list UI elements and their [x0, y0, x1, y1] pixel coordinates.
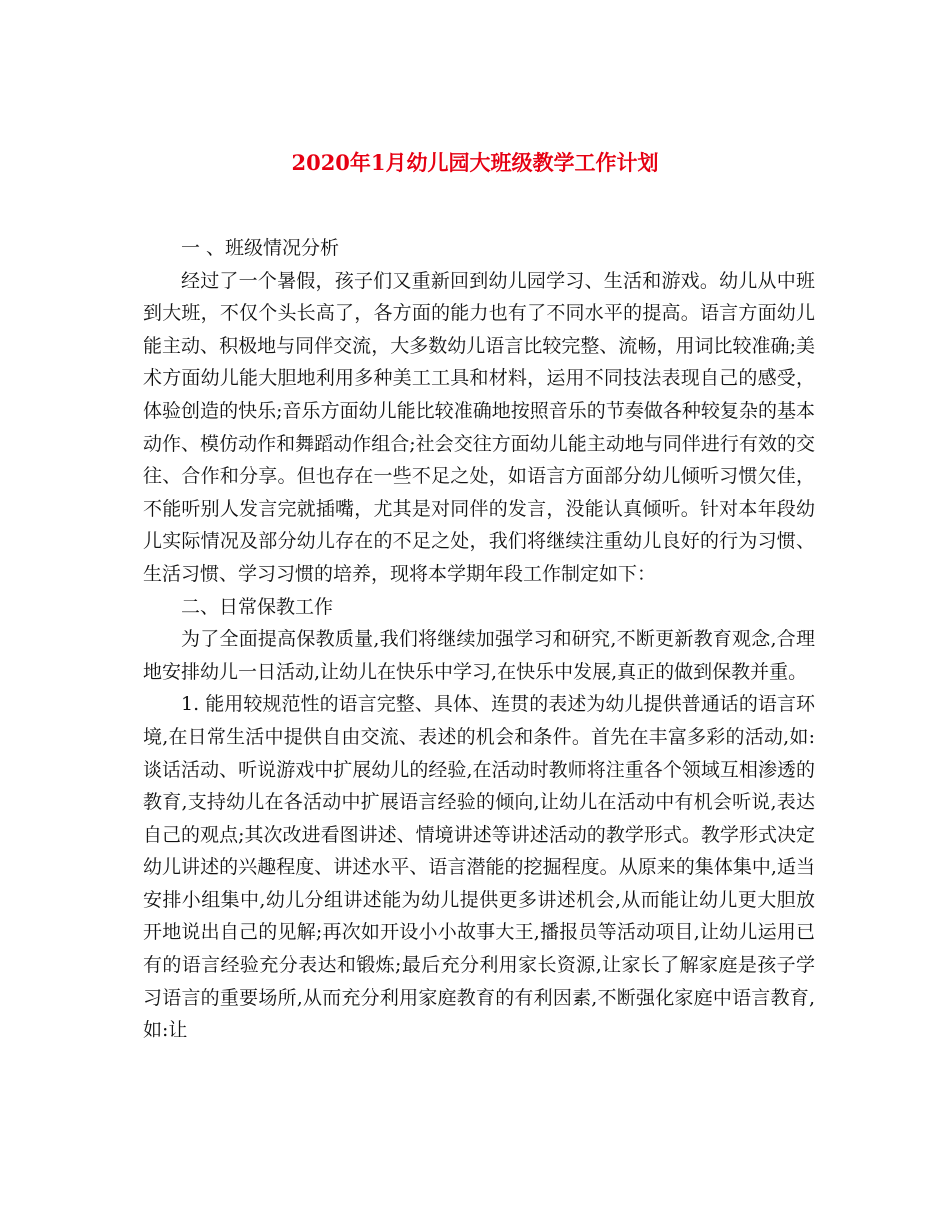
section-heading-daily-care: 二、日常保教工作 [181, 595, 334, 618]
paragraph-class-analysis: 经过了一个暑假，孩子们又重新回到幼儿园学习、生活和游戏。幼儿从中班到大班，不仅个头长高了，各方面的能力也有了不同水平的提高。语言方面幼儿能主动、积极地与同伴交流，大多数幼儿语言比较完整、流畅，用词比较准确;美术方面幼儿能大胆地利用多种美工工具和材料，运用不同技法表现自己的感受，体验创造的快乐;音乐方面幼儿能比较准确地按照音乐的节奏做各种较复杂的基本动作、模仿动作和舞蹈动作组合;社会交往方面幼儿能主动地与同伴进行有效的交往、合作和分享。但也存在一些不足之处，如语言方面部分幼儿倾听习惯欠佳，不能听别人发言完就插嘴，尤其是对同伴的发言，没能认真倾听。针对本年段幼儿实际情况及部分幼儿存在的不足之处，我们将继续注重幼儿良好的行为习惯、生活习惯、学习习惯的培养，现将本学期年段工作制定如下： [143, 269, 815, 585]
paragraph-daily-care-item-1: 1. 能用较规范性的语言完整、具体、连贯的表述为幼儿提供普通话的语言环境,在日常生活中提供自由交流、表述的机会和条件。首先在丰富多彩的活动,如:谈话活动、听说游戏中扩展幼儿的经验,在活动时教师将注重各个领域互相渗透的教育,支持幼儿在各活动中扩展语言经验的倾向,让幼儿在活动中有机会听说,表达自己的观点;其次改进看图讲述、情境讲述等讲述活动的教学形式。教学形式决定幼儿讲述的兴趣程度、讲述水平、语言潜能的挖掘程度。从原来的集体集中,适当安排小组集中,幼儿分组讲述能为幼儿提供更多讲述机会,从而能让幼儿更大胆放开地说出自己的见解;再次如开设小小故事大王,播报员等活动项目,让幼儿运用已有的语言经验充分表达和锻炼;最后充分利用家长资源,让家长了解家庭是孩子学习语言的重要场所,从而充分利用家庭教育的有利因素,不断强化家庭中语言教育,如:让 [143, 693, 815, 1042]
document-title: 2020年1月幼儿园大班级教学工作计划 [291, 150, 659, 175]
paragraph-daily-care-intro: 为了全面提高保教质量,我们将继续加强学习和研究,不断更新教育观念,合理地安排幼儿一日活动,让幼儿在快乐中学习,在快乐中发展,真正的做到保教并重。 [143, 628, 815, 683]
document-body [143, 232, 815, 1047]
section-heading-class-analysis: 一 、班级情况分析 [181, 237, 340, 259]
